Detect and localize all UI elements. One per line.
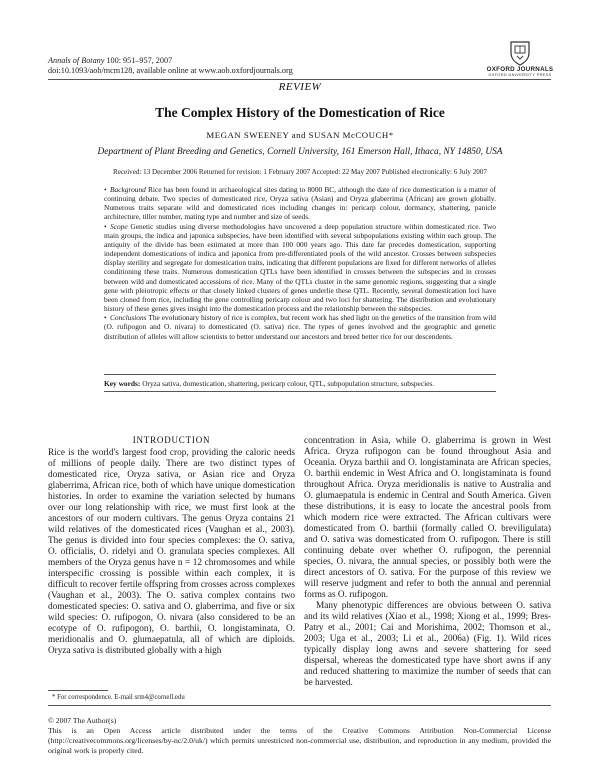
scope-text: Genetic studies using diverse methodologies have uncovered a deep population structure within domesticated rice. Two main groups, the indica and japonica subspecies, have been identified with several subpopulations existing within each group. The antiquity of the divide has been estimated at more than 100 000 years ago. This date far precedes domestication, supporting independent domestications of indica and japonica from pre-differentiated pools of the wild ancestor. Crosses between subspecies display sterility and segregate for domestication traits, indicating that different populations are fixed for different networks of alleles conditioning these traits. Numerous domestication QTLs have been identified in crosses between the subspecies and in crosses between wild and domesticated accessions of rice. Many of the QTLs cluster in the same genomic regions, suggesting that a single gene with pleiotropic effects or that closely linked clusters of genes underlie these QTL. Recently, several domestication loci have been cloned from rice, including the gene controlling pericarp colour and two loci for shattering. The distribution and evolutionary history of these genes gives insight into the domestication process and the relationship between the subspecies. <box>104 221 496 314</box>
article-authors: MEGAN SWEENEY and SUSAN McCOUCH* <box>206 130 394 140</box>
copyright-line: © 2007 The Author(s) <box>48 716 117 725</box>
keywords-label: Key words: <box>104 379 141 388</box>
body-right-column <box>304 436 551 689</box>
body-left-column <box>48 448 295 657</box>
scope-label: Scope <box>110 221 128 231</box>
article-title: The Complex History of the Domestication of Rice <box>155 105 445 120</box>
license-rule <box>48 705 551 706</box>
logo-subtitle: OXFORD UNIVERSITY PRESS <box>488 73 552 77</box>
license-text: This is an Open Access article distributed under the terms of the Creative Commons Attribution Non-Commercial License (http://creativecommons.org/licenses/by-nc/2.0/uk/) which permits unrestricted non-commercial use, distribution, and reproduction in any medium, provided the original work is properly cited. <box>48 725 551 755</box>
keywords-text: Oryza sativa, domestication, shattering, pericarp colour, QTL, subpopulation structure, subspecies. <box>140 379 435 388</box>
bullet-icon: • <box>104 221 107 231</box>
body-paragraph: Rice is the world's largest food crop, providing the caloric needs of millions of people daily. There are two distinct types of domesticated rice, Oryza sativa, or Asian rice and Oryza glaberrima, African rice, both of which have unique domestication histories. In order to examine the variation selected by humans over our long relationship with rice, we must first look at the ancestors of our modern cultivars. The genus Oryza contains 21 wild relatives of the domesticated rices (Vaughan et al., 2003). The genus is divided into four species complexes: the O. sativa, O. officialis, O. ridelyi and O. granulata species complexes. All members of the Oryza genus have n = 12 chromosomes and while interspecific crossing is possible within each complex, it is difficult to recover fertile offspring from crosses across complexes (Vaughan et al., 2003). The O. sativa complex contains two domesticated species: O. sativa and O. glaberrima, and five or six wild species: O. rufipogon, O. nivara (also considered to be an ecotype of O. rufipogon), O. barthii, O. longistaminata, O. meridionalis and O. glumaepatula, all of which are diploids. Oryza sativa is distributed globally with a high <box>48 448 295 657</box>
bullet-icon: • <box>104 185 107 194</box>
article-dates: Received: 13 December 2006 Returned for revision: 1 February 2007 Accepted: 22 May 2007 Published electronically: 6 July 2007 <box>113 168 487 176</box>
abstract-background <box>104 185 496 222</box>
conclusions-text: The evolutionary history of rice is complex, but recent work has shed light on the genetics of the transition from wild (O. rufipogon and O. nivara) to domesticated (O. sativa) rice. The types of genes involved and the geographic and genetic distribution of alleles will allow scientists to better understand our ancestors and breed better rice for our descendents. <box>104 313 496 341</box>
bullet-icon: • <box>104 313 107 323</box>
body-paragraph: Many phenotypic differences are obvious between O. sativa and its wild relatives (Xiao et al., 1998; Xiong et al., 1999; Bres-Patry et al., 2001; Cai and Morishima, 2002; Thomson et al., 2003; Uga et al., 2003; Li et al., 2006a) (Fig. 1). Wild rices typically display long awns and severe shattering for seed dispersal, whereas the domesticated type have short awns if any and reduced shattering to maximize the number of seeds that can be harvested. <box>304 601 551 689</box>
background-text: Rice has been found in archaeological sites dating to 8000 BC, although the date of rice domestication is a matter of continuing debate. Two species of domesticated rice, Oryza sativa (Asian) and Oryza glaberrima (African) are grown globally. Numerous traits separate wild and domesticated rices including changes in: pericarp colour, dormancy, shattering, panicle architecture, tiller number, mating type and number and size of seeds. <box>104 185 496 222</box>
logo-wordmark: OXFORD JOURNALS <box>486 66 554 73</box>
body-paragraph: concentration in Asia, while O. glaberrima is grown in West Africa. Oryza rufipogon can be found throughout Asia and Oceania. Oryza barthii and O. longistaminata are African species, O. barthii endemic in West Africa and O. longistaminata is found throughout Africa. Oryza meridionalis is native to Australia and O. glumaepatula is endemic in Central and South America. Given these distributions, it is easy to locate the ancestral pools from which modern rice were extracted. The African cultivars were domesticated from O. barthii (formally called O. breviligulata) and O. sativa was domesticated from O. rufipogon. There is still continuing debate over whether O. rufipogon, the perennial species, O. nivara, the annual species, or possibly both were the direct ancestors of O. sativa. For the purpose of this review we will reserve judgment and refer to both the annual and perennial forms as O. rufipogon. <box>304 436 551 601</box>
doi-line[interactable]: doi:10.1093/aob/mcm128, available online at www.aob.oxfordjournals.org <box>48 66 293 75</box>
abstract-rule <box>104 374 496 375</box>
correspondence-footnote: * For correspondence. E-mail srm4@cornell.edu <box>52 694 185 701</box>
volume-pages: 100: 951–957, 2007 <box>104 56 173 65</box>
conclusions-label: Conclusions <box>110 313 147 323</box>
keywords <box>104 379 524 388</box>
keywords-rule <box>104 391 496 392</box>
abstract <box>104 185 496 341</box>
journal-name: Annals of Botany <box>48 56 105 65</box>
publisher-logo <box>480 40 560 77</box>
oxford-crest-icon <box>509 40 531 66</box>
background-label: Background <box>110 185 146 194</box>
header-rule <box>48 79 551 80</box>
license-block <box>48 716 551 756</box>
footnote-rule <box>48 690 108 691</box>
abstract-scope <box>104 222 496 314</box>
author-affiliation: Department of Plant Breeding and Genetics, Cornell University, 161 Emerson Hall, Ithaca, NY 14850, USA <box>97 147 503 157</box>
section-heading-introduction: INTRODUCTION <box>132 435 211 445</box>
journal-citation <box>48 56 172 66</box>
section-label: REVIEW <box>278 81 322 93</box>
abstract-conclusions <box>104 313 496 340</box>
